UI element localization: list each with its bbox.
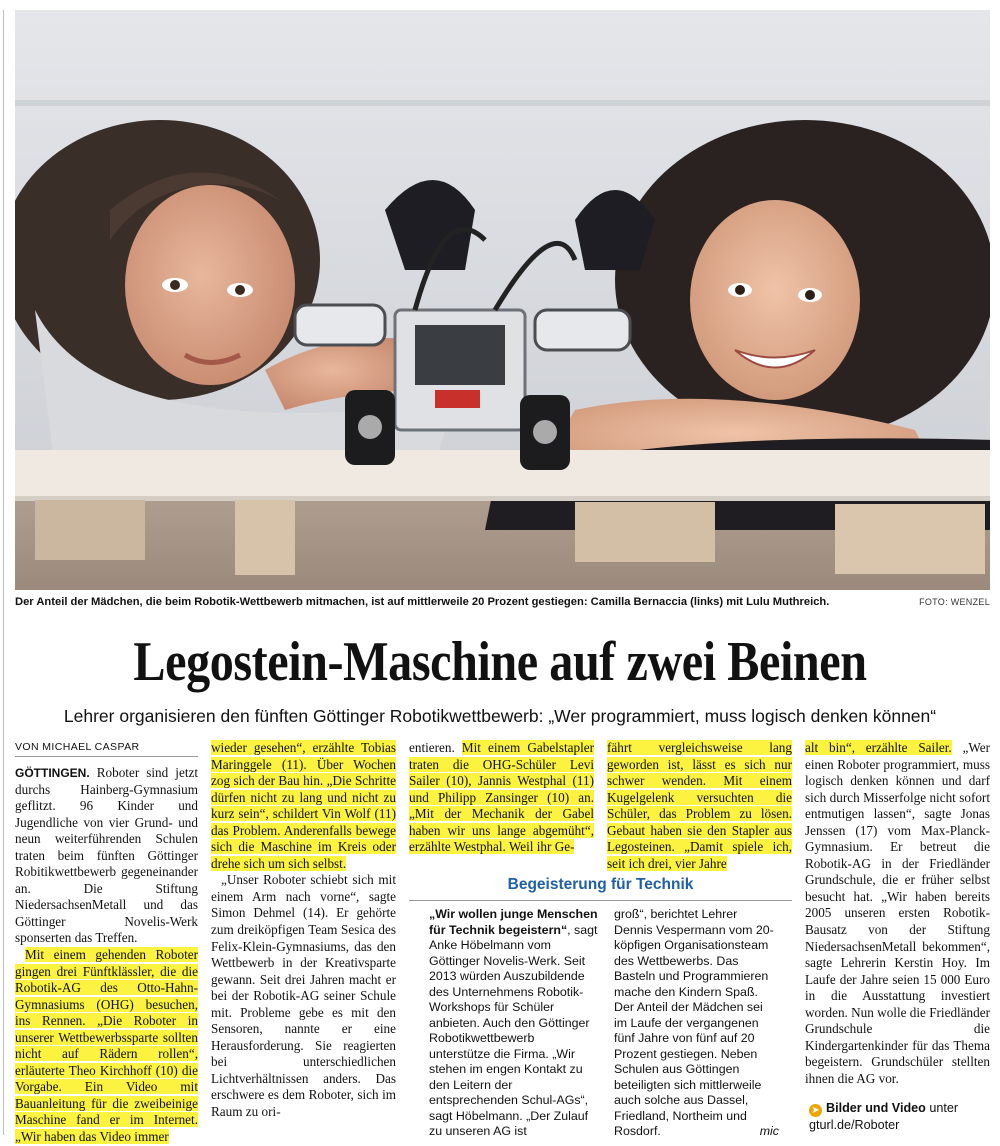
- subheadline: Lehrer organisieren den fünften Göttinger Robotikwettbewerb: „Wer programmiert, muss logisch denken können“: [63, 706, 937, 726]
- sidebar-paragraph: [429, 907, 599, 1140]
- article-column-3: [409, 740, 594, 856]
- sidebar-author: mic: [759, 1124, 779, 1138]
- paragraph-text: entieren.: [409, 740, 455, 755]
- paragraph-text: Roboter sind jetzt durchs Hainberg-Gymnasium geflitzt. 96 Kinder und Jugendliche von vier Grund- und neun weiterführenden Schulen traten beim fünften Göttinger Robitikwettbewerb gegeneinander an. Die Stiftung NiedersachsenMetall und das Göttinger Novelis-Werk sponserten das Treffen.: [15, 765, 198, 946]
- highlighted-text: fährt vergleichsweise lang geworden ist, lässt es sich nur schwer wenden. Mit einem Kugelgelenk versuchten die Schüler, das Problem zu lösen. Gebaut haben sie den Stapler aus Legosteinen. „Damit spiele ich, seit ich drei, vier Jahre: [607, 740, 792, 871]
- circle-arrow-right-icon: ➤: [809, 1104, 822, 1117]
- link-url[interactable]: gturl.de/Roboter: [809, 1118, 900, 1132]
- media-link[interactable]: [809, 1100, 994, 1134]
- dateline: GÖTTINGEN.: [15, 766, 90, 780]
- photo-credit: FOTO: WENZEL: [919, 597, 990, 607]
- article-paragraph: [15, 765, 198, 947]
- highlighted-text: alt bin“, erzählte Sailer.: [805, 740, 952, 755]
- highlighted-text: Mit einem gehenden Roboter gingen drei Fünftklässler, die die Robotik-AG des Otto-Hahn-Gymnasiums (OHG) besuchen, ins Rennen. „Die Roboter in unserer Wettbewerbssparte sollten nicht auf Rädern rollen“, erläuterte Theo Kirchhoff (10) die Vorgabe. Ein Video mit Bauanleitung für die zweibeinige Maschine fand er im Internet. „Wir haben das Video immer: [15, 947, 198, 1145]
- column-rule: [3, 10, 4, 1135]
- article-paragraph-highlighted: [607, 740, 792, 872]
- sidebar-text: , sagt Anke Höbelmann vom Göttinger Novelis-Werk. Seit 2013 würden Auszubildende des Unternehmens Robotik-Workshops für Schüler anbieten. Auch den Göttinger Robotikwettbewerb unterstütze die Firma. „Wir stehen im engen Kontakt zu den Leitern der entsprechenden Schul-AGs“, sagt Höbelmann. „Der Zulauf zu unseren AG ist: [429, 922, 598, 1138]
- sidebar-text: groß“, berichtet Lehrer Dennis Vespermann vom 20-köpfigen Organisationsteam des Wettbewerbs. Das Basteln und Programmieren mache den Kindern Spaß. Der Anteil der Mädchen sei im Laufe der vergangenen fünf Jahre von fünf auf 20 Prozent gestiegen. Neben Schulen aus Göttingen beteiligten sich mittlerweile auch solche aus Dassel, Friedland, Northeim und Rosdorf.: [614, 907, 774, 1138]
- sidebar-column-1: [429, 907, 599, 1140]
- article-column-5: [805, 740, 990, 1087]
- sidebar-lead: „Wir wollen junge Menschen für Technik begeistern“: [429, 907, 598, 937]
- sidebar-paragraph: [614, 907, 779, 1140]
- sidebar-heading: Begeisterung für Technik: [409, 876, 792, 901]
- article-paragraph: [409, 740, 594, 856]
- highlighted-text: Mit einem Gabelstapler traten die OHG-Schüler Levi Sailer (10), Jannis Westphal (11) und Philipp Zansinger (10) an. „Mit der Mechanik der Gabel haben wir uns lange abgemüht“, erzählte Westphal. Weil ihr Ge-: [409, 740, 594, 855]
- photo-illustration: [15, 10, 990, 590]
- photo-caption: [15, 596, 990, 608]
- article-photo: [15, 10, 990, 590]
- caption-text: Der Anteil der Mädchen, die beim Robotik-Wettbewerb mitmachen, ist auf mittlerweile 20 Prozent gestiegen: Camilla Bernaccia (links) mit Lulu Muthreich.: [15, 596, 830, 608]
- article-paragraph-highlighted: [15, 947, 198, 1146]
- headline: Legostein-Maschine auf zwei Beinen: [133, 631, 867, 693]
- highlighted-text: wieder gesehen“, erzählte Tobias Maringgele (11). Über Wochen zog sich der Bau hin. „Die Schritte dürfen nicht zu lang und nicht zu kurz sein“, schildert Vin Wolf (11) das Problem. Anderenfalls bewege sich die Maschine im Kreis oder drehe sich um sich selbst.: [211, 740, 396, 871]
- link-suffix: unter: [925, 1101, 959, 1115]
- link-label: Bilder und Video: [826, 1101, 926, 1115]
- article-column-2: [211, 740, 396, 1121]
- article-paragraph: „Unser Roboter schiebt sich mit einem Arm nach vorne“, sagte Simon Dehmel (14). Er gehörte zum dreiköpfigen Team Sesica des Felix-Klein-Gymnasiums, das den Wettbewerb in der Kreativsparte gewann. Seit drei Jahren macht er bei der Robotik-AG seiner Schule mit. Probleme gebe es mit den Sensoren, nannte er eine Herausforderung. Sie reagierten bei unterschiedlichen Lichtverhältnissen anders. Das erschwere es dem Roboter, sich im Raum zu ori-: [211, 872, 396, 1120]
- byline: VON MICHAEL CASPAR: [15, 740, 198, 757]
- article-column-1: [15, 740, 198, 1146]
- article-column-4: [607, 740, 792, 872]
- article-paragraph-highlighted: [211, 740, 396, 872]
- article-paragraph: [805, 740, 990, 1087]
- paragraph-text: „Wer einen Roboter programmiert, muss logisch denken können und darf sich durch Misserfolge nicht sofort entmutigen lassen“, sagte Jonas Jenssen (17) vom Max-Planck-Gymnasium. Er betreut die Robotik-AG in der Friedländer Grundschule, die er früher selbst besucht hat. „Wir haben bereits 2005 unseren ersten Robotik-Bausatz von der Stiftung NiedersachsenMetall bekommen“, sagte Lehrerin Kerstin Hoy. Im Laufe der Jahre seien 15 000 Euro in die Ausstattung investiert worden. Nun wolle die Friedländer Grundschule die Kindergartenkinder für das Thema begeistern. Grundschüler stellten ihnen die AG vor.: [805, 740, 990, 1086]
- sidebar-column-2: [614, 907, 779, 1140]
